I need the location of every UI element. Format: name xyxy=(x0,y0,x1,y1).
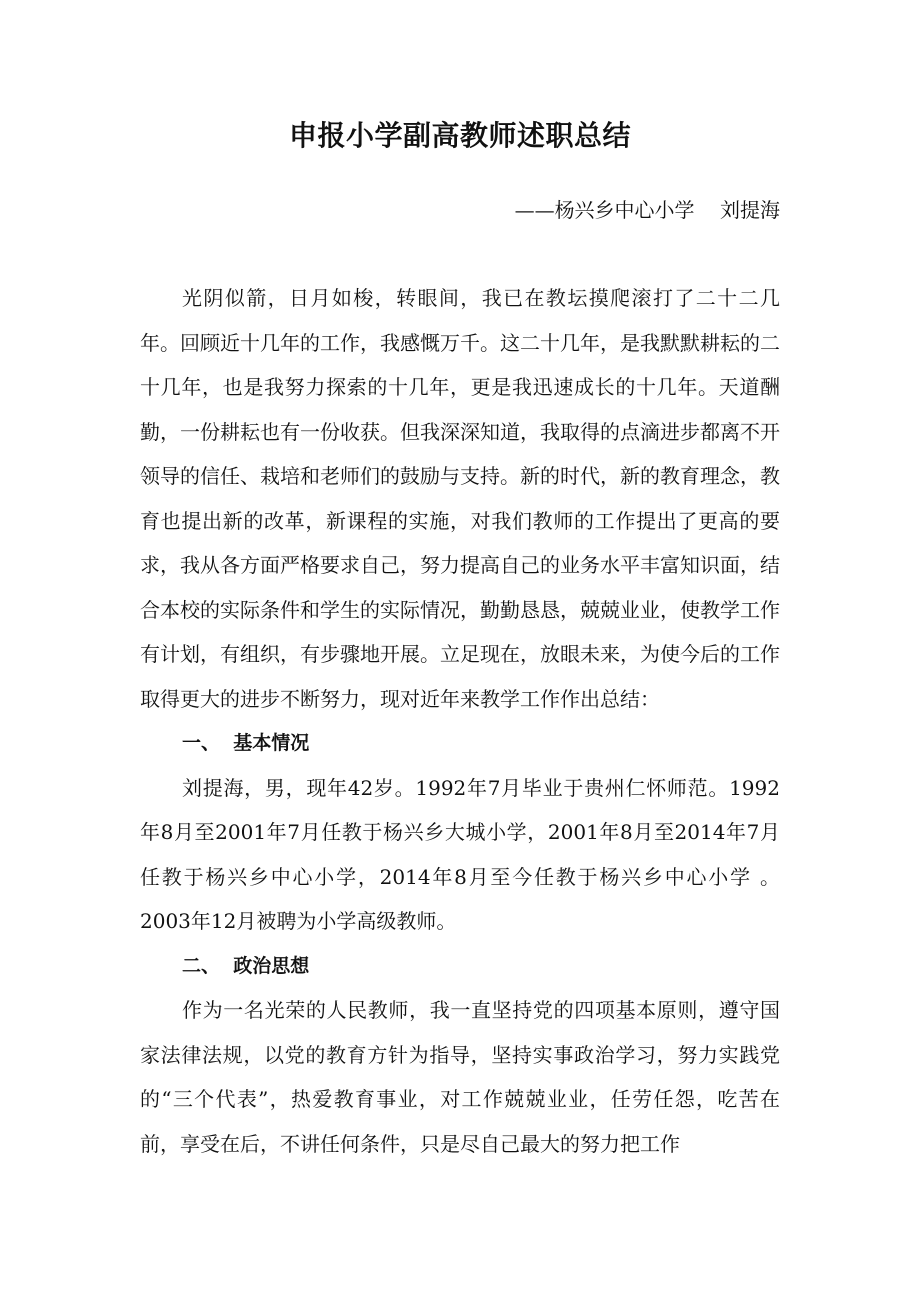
section-heading-basic-info: 一、 基本情况 xyxy=(182,732,310,754)
section-heading-political-thought: 二、 政治思想 xyxy=(182,954,310,977)
document-title: 申报小学副高教师述职总结 xyxy=(288,119,631,152)
author-byline: ——杨兴乡中心小学 刘提海 xyxy=(514,198,780,222)
intro-paragraph: 光阴似箭，日月如梭，转眼间，我已在教坛摸爬滚打了二十二几年。回顾近十几年的工作，我感慨万千。这二十几年，是我默默耕耘的二十几年，也是我努力探索的十几年，更是我迅速成长的十几年。天道酬勤，一份耕耘也有一份收获。但我深深知道，我取得的点滴进步都离不开领导的信任、栽培和老师们的鼓励与支持。新的时代，新的教育理念，教育也提出新的改革，新课程的实施，对我们教师的工作提出了更高的要求，我从各方面严格要求自己，努力提高自己的业务水平丰富知识面，结合本校的实际条件和学生的实际情况，勤勤恳恳，兢兢业业，使教学工作有计划，有组织，有步骤地开展。立足现在，放眼未来，为使今后的工作取得更大的进步不断努力，现对近年来教学工作作出总结： xyxy=(140,286,780,711)
political-thought-paragraph: 作为一名光荣的人民教师，我一直坚持党的四项基本原则，遵守国家法律法规，以党的教育方针为指导，坚持实事政治学习，努力实践党的“三个代表”，热爱教育事业，对工作兢兢业业，任劳任怨，吃苦在前，享受在后，不讲任何条件，只是尽自己最大的努力把工作 xyxy=(140,998,780,1156)
document-body xyxy=(140,276,780,1166)
basic-info-paragraph: 刘提海，男，现年42岁。1992年7月毕业于贵州仁怀师范。1992年8月至2001年7月任教于杨兴乡大城小学，2001年8月至2014年7月任教于杨兴乡中心小学，2014年8月至今任教于杨兴乡中心小学 。2003年12月被聘为小学高级教师。 xyxy=(140,775,780,933)
